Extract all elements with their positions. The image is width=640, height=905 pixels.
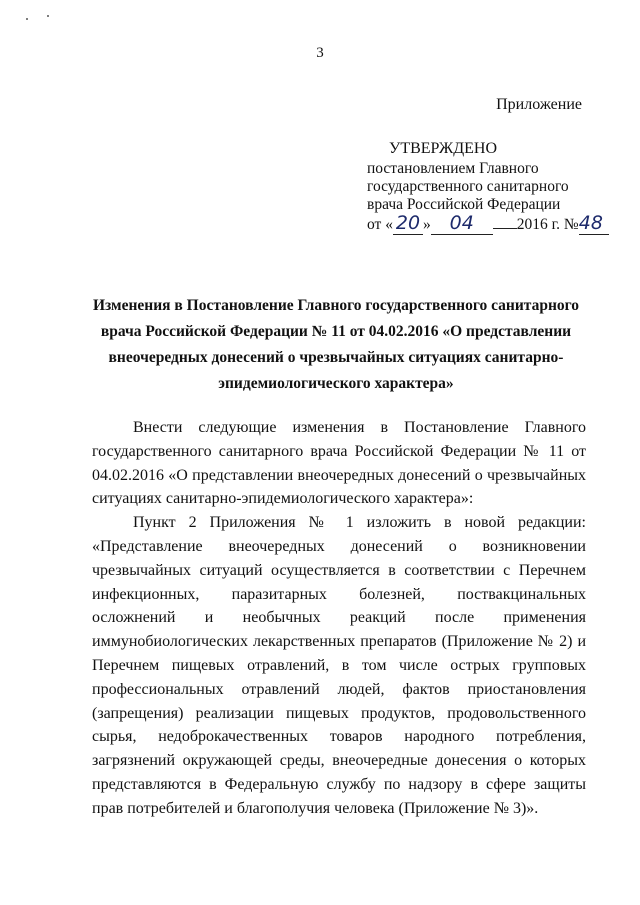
date-prefix: от « xyxy=(367,216,393,233)
approval-block xyxy=(367,140,607,235)
approval-line: врача Российской Федерации xyxy=(367,196,561,213)
scan-speck xyxy=(26,18,28,20)
document-body xyxy=(92,416,586,821)
annex-label: Приложение xyxy=(496,96,582,113)
handwritten-number: 48 xyxy=(579,214,609,235)
scan-speck xyxy=(47,15,49,17)
page-number: 3 xyxy=(316,45,324,61)
year-and-number-label: 2016 г. № xyxy=(516,216,579,233)
handwritten-month: 04 xyxy=(431,214,493,235)
year-blank xyxy=(493,228,517,229)
approval-line: государственного санитарного xyxy=(367,178,569,195)
approval-date-line xyxy=(367,214,607,235)
body-paragraph: Пункт 2 Приложения № 1 изложить в новой редакции: «Представление внеочередных донесений о возникновении чрезвычайных ситуаций осуществляется в соответствии с Перечнем инфекционных, паразитарных болезней, поствакцинальных осложнений и необычных реакций после применения иммунобиологических лекарственных препаратов (Приложение № 2) и Перечнем пищевых отравлений, в том числе острых групповых профессиональных отравлений людей, фактов приостановления (запрещения) реализации пищевых продуктов, продовольственного сырья, недоброкачественных товаров народного потребления, загрязнений окружающей среды, внеочередные донесения о которых представляются в Федеральную службу по надзору в сфере защиты прав потребителей и благополучия человека (Приложение № 3)». xyxy=(92,514,586,817)
body-paragraph: Внести следующие изменения в Постановление Главного государственного санитарного врача Российской Федерации № 11 от 04.02.2016 «О представлении внеочередных донесений о чрезвычайных ситуациях санитарно-эпидемиологического характера»: xyxy=(92,419,586,508)
approval-line: постановлением Главного xyxy=(367,160,539,177)
document-title: Изменения в Постановление Главного государственного санитарного врача Российской Федерации № 11 от 04.02.2016 «О представлении внеочередных донесений о чрезвычайных ситуациях санитарно-эпидемиологического характера» xyxy=(92,297,580,392)
handwritten-day: 20 xyxy=(393,214,423,235)
date-quote-close: » xyxy=(422,216,431,233)
approved-stamp-text: УТВЕРЖДЕНО xyxy=(389,140,498,157)
